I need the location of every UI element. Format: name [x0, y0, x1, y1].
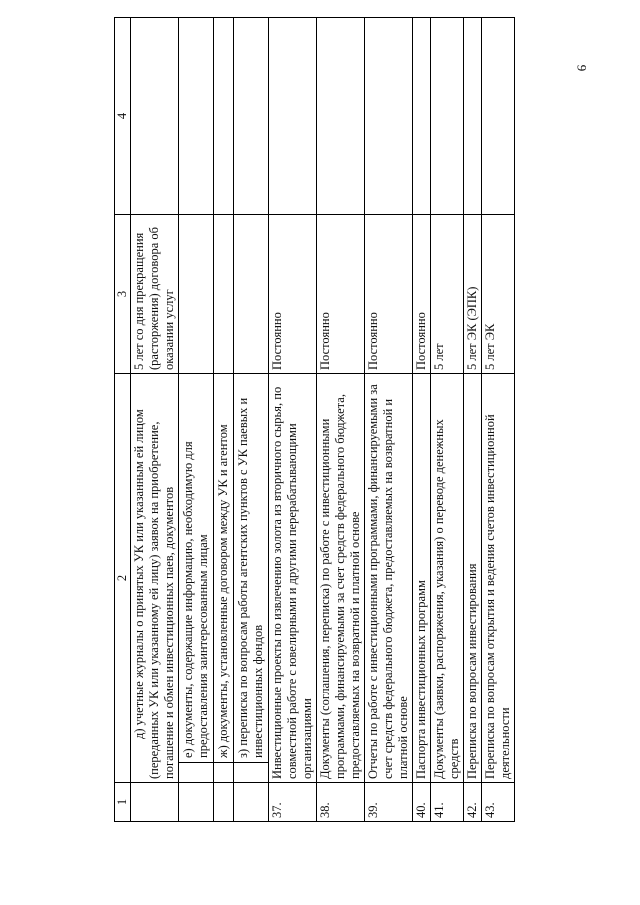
row-description: Переписка по вопросам инвестирования — [464, 374, 482, 783]
row-note — [179, 18, 214, 215]
row-description: ж) документы, установленные договором между УК и агентом — [216, 424, 230, 758]
row-description-sub — [234, 374, 269, 783]
row-retention-period — [214, 215, 234, 374]
table-row — [214, 18, 234, 822]
table-row — [431, 18, 464, 822]
table-row — [234, 18, 269, 822]
row-retention-period: Постоянно — [365, 215, 413, 374]
row-number: 43. — [482, 783, 515, 822]
row-description-sub — [214, 374, 234, 783]
row-note — [413, 18, 431, 215]
row-number: 42. — [464, 783, 482, 822]
row-retention-period — [234, 215, 269, 374]
row-description: е) документы, содержащие информацию, необходимую для предоставления заинтересованным лицам — [181, 441, 210, 758]
row-description-sub — [179, 374, 214, 783]
row-description: Паспорта инвестиционных программ — [413, 374, 431, 783]
header-col-2: 2 — [115, 374, 131, 783]
page-number: 9 — [574, 64, 590, 72]
row-retention-period: Постоянно — [413, 215, 431, 374]
row-note — [482, 18, 515, 215]
row-retention-period: 5 лет ЭК — [482, 215, 515, 374]
table-row — [269, 18, 317, 822]
row-note — [131, 18, 179, 215]
row-description: Документы (соглашения, переписка) по работе с инвестиционными программами, финансируемыми за счет средств федерального бюджета, предоставляемых на возвратной и платной основе — [317, 374, 365, 783]
row-number: 41. — [431, 783, 464, 822]
row-number: 39. — [365, 783, 413, 822]
row-number: 40. — [413, 783, 431, 822]
table-header-row — [115, 18, 131, 822]
row-description: Инвестиционные проекты по извлечению золота из вторичного сырья, по совместной работе с ювелирными и другими перерабатывающими организациями — [269, 374, 317, 783]
document-table-rotated — [114, 22, 534, 822]
row-number: 37. — [269, 783, 317, 822]
retention-table — [114, 17, 515, 822]
table-row — [413, 18, 431, 822]
header-col-3: 3 — [115, 215, 131, 374]
table-row — [365, 18, 413, 822]
table-row — [179, 18, 214, 822]
row-note — [464, 18, 482, 215]
row-number: 38. — [317, 783, 365, 822]
table-row — [482, 18, 515, 822]
row-description: д) учетные журналы о принятых УК или указанным ей лицом (переданных УК или указанному ей лицу) заявок на приобретение, погашение и обмен инвестиционных паев, документов — [131, 374, 179, 783]
header-col-4: 4 — [115, 18, 131, 215]
row-retention-period: 5 лет со дня прекращения (расторжения) договора об оказании услуг — [131, 215, 179, 374]
row-description: Переписка по вопросам открытия и ведения счетов инвестиционной деятельности — [482, 374, 515, 783]
row-retention-period: 5 лет — [431, 215, 464, 374]
row-number — [131, 783, 179, 822]
row-note — [317, 18, 365, 215]
header-col-1: 1 — [115, 783, 131, 822]
row-description: з) переписка по вопросам работы агентских пунктов с УК паевых и инвестиционных фондов — [236, 397, 265, 758]
row-note — [214, 18, 234, 215]
table-row — [464, 18, 482, 822]
table-row — [131, 18, 179, 822]
row-retention-period: Постоянно — [317, 215, 365, 374]
row-note — [365, 18, 413, 215]
row-number — [214, 783, 234, 822]
row-note — [269, 18, 317, 215]
row-retention-period — [179, 215, 214, 374]
row-retention-period: Постоянно — [269, 215, 317, 374]
table-row — [317, 18, 365, 822]
row-number — [179, 783, 214, 822]
row-retention-period: 5 лет ЭК (ЭПК) — [464, 215, 482, 374]
row-note — [431, 18, 464, 215]
row-note — [234, 18, 269, 215]
row-description: Документы (заявки, распоряжения, указания) о переводе денежных средств — [431, 374, 464, 783]
row-number — [234, 783, 269, 822]
row-description: Отчеты по работе с инвестиционными программами, финансируемыми за счет средств федерального бюджета, предоставляемых на возвратной и платной основе — [365, 374, 413, 783]
